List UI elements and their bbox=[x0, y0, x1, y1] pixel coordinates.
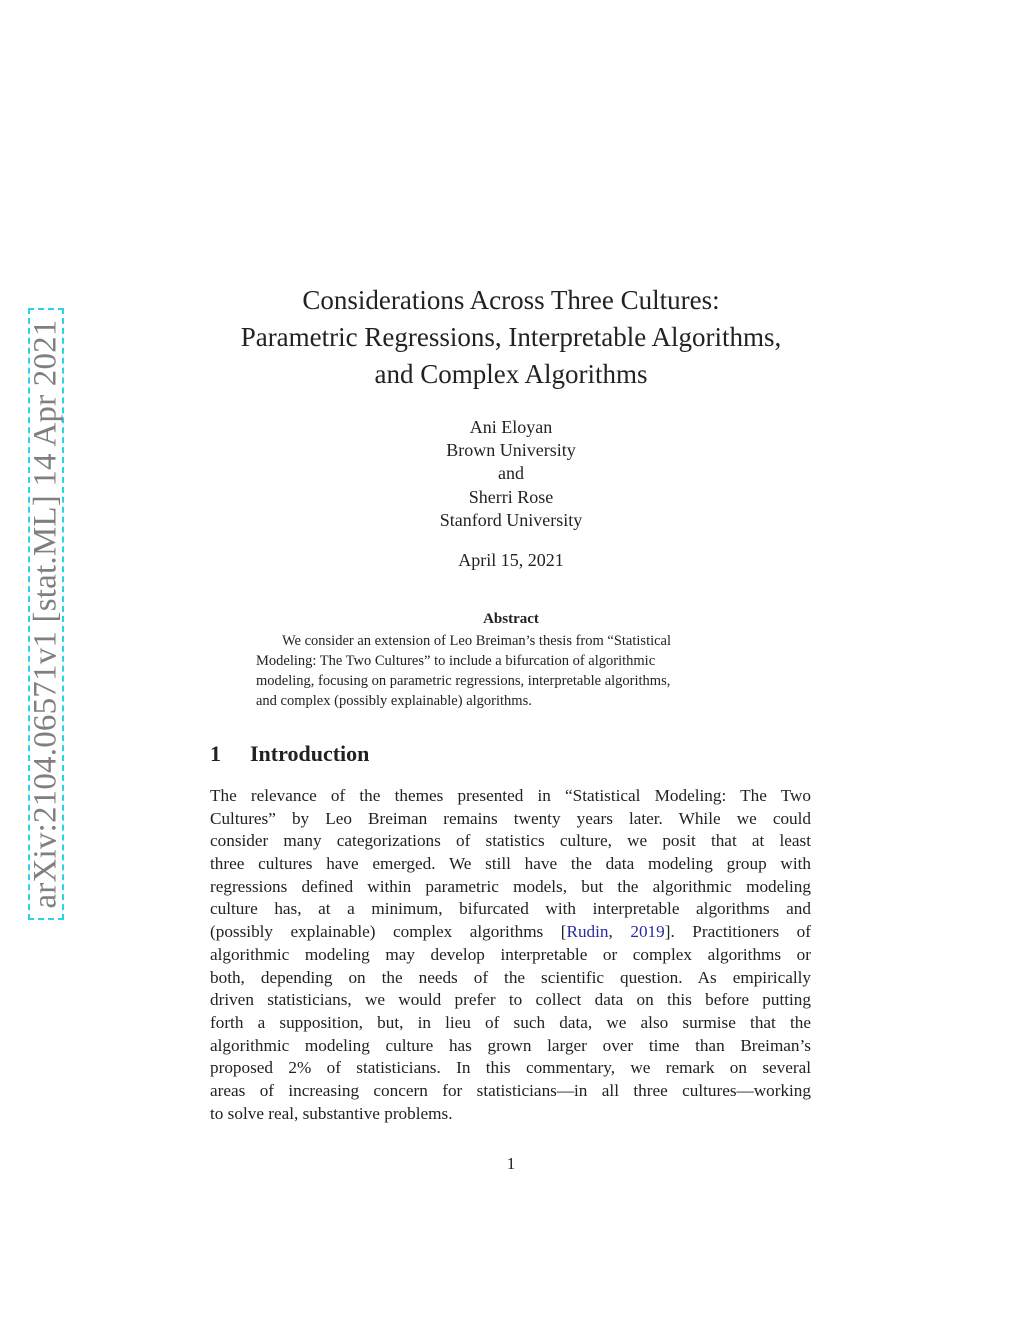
body-line: consider many categorizations of statistics culture, we posit that at least bbox=[210, 831, 811, 851]
abstract-body bbox=[256, 631, 766, 711]
body-line: forth a supposition, but, in lieu of such data, we also surmise that the bbox=[210, 1012, 811, 1032]
citation-separator: , bbox=[608, 922, 631, 942]
section-title: Introduction bbox=[250, 741, 370, 766]
section-heading bbox=[210, 740, 369, 768]
body-line: culture has, at a minimum, bifurcated with interpretable algorithms and bbox=[210, 899, 811, 919]
citation-year-link[interactable]: 2019 bbox=[630, 922, 665, 942]
citation-author-link[interactable]: Rudin bbox=[566, 922, 609, 942]
body-line-with-citation bbox=[210, 921, 811, 944]
author-separator: and bbox=[498, 463, 524, 484]
page-number: 1 bbox=[506, 1154, 516, 1173]
body-line: regressions defined within parametric models, but the algorithmic modeling bbox=[210, 876, 811, 896]
abstract-line: We consider an extension of Leo Breiman’s thesis from “Statistical bbox=[282, 633, 672, 649]
author-affiliation: Stanford University bbox=[439, 509, 583, 530]
body-line: The relevance of the themes presented in “Statistical Modeling: The Two bbox=[210, 786, 811, 805]
abstract-line: modeling, focusing on parametric regressions, interpretable algorithms, bbox=[256, 673, 671, 689]
body-line: proposed 2% of statisticians. In this commentary, we remark on several bbox=[210, 1058, 811, 1078]
body-line: algorithmic modeling may develop interpretable or complex algorithms or bbox=[210, 944, 811, 964]
title-line-2: Parametric Regressions, Interpretable Algorithms, bbox=[240, 322, 782, 352]
body-line: areas of increasing concern for statisticians—in all three cultures—working bbox=[210, 1080, 811, 1100]
title-line-3: and Complex Algorithms bbox=[374, 359, 648, 389]
abstract-line: and complex (possibly explainable) algorithms. bbox=[256, 693, 532, 709]
body-paragraph bbox=[210, 785, 811, 1125]
author-affiliation: Brown University bbox=[446, 440, 576, 461]
body-line: driven statisticians, we would prefer to collect data on this before putting bbox=[210, 990, 811, 1010]
body-line: both, depending on the needs of the scientific question. As empirically bbox=[210, 967, 811, 987]
title-line-1: Considerations Across Three Cultures: bbox=[302, 285, 720, 315]
paper-date: April 15, 2021 bbox=[458, 550, 564, 570]
author-name: Sherri Rose bbox=[468, 486, 554, 507]
body-line: to solve real, substantive problems. bbox=[210, 1103, 453, 1123]
body-line: three cultures have emerged. We still have the data modeling group with bbox=[210, 854, 811, 874]
citation-suffix-text: ]. Practitioners of bbox=[664, 922, 811, 942]
paper-title bbox=[210, 282, 812, 393]
author-name: Ani Eloyan bbox=[469, 417, 553, 437]
abstract-line: Modeling: The Two Cultures” to include a bifurcation of algorithmic bbox=[256, 653, 656, 669]
section-number: 1 bbox=[210, 741, 221, 766]
author-block bbox=[210, 416, 812, 532]
body-line: algorithmic modeling culture has grown larger over time than Breiman’s bbox=[210, 1035, 811, 1055]
arxiv-identifier: arXiv:2104.06571v1 [stat.ML] 14 Apr 2021 bbox=[27, 319, 64, 909]
citation-prefix-text: (possibly explainable) complex algorithms [ bbox=[210, 922, 567, 942]
body-line: Cultures” by Leo Breiman remains twenty years later. While we could bbox=[210, 808, 811, 828]
abstract-heading: Abstract bbox=[483, 611, 539, 627]
